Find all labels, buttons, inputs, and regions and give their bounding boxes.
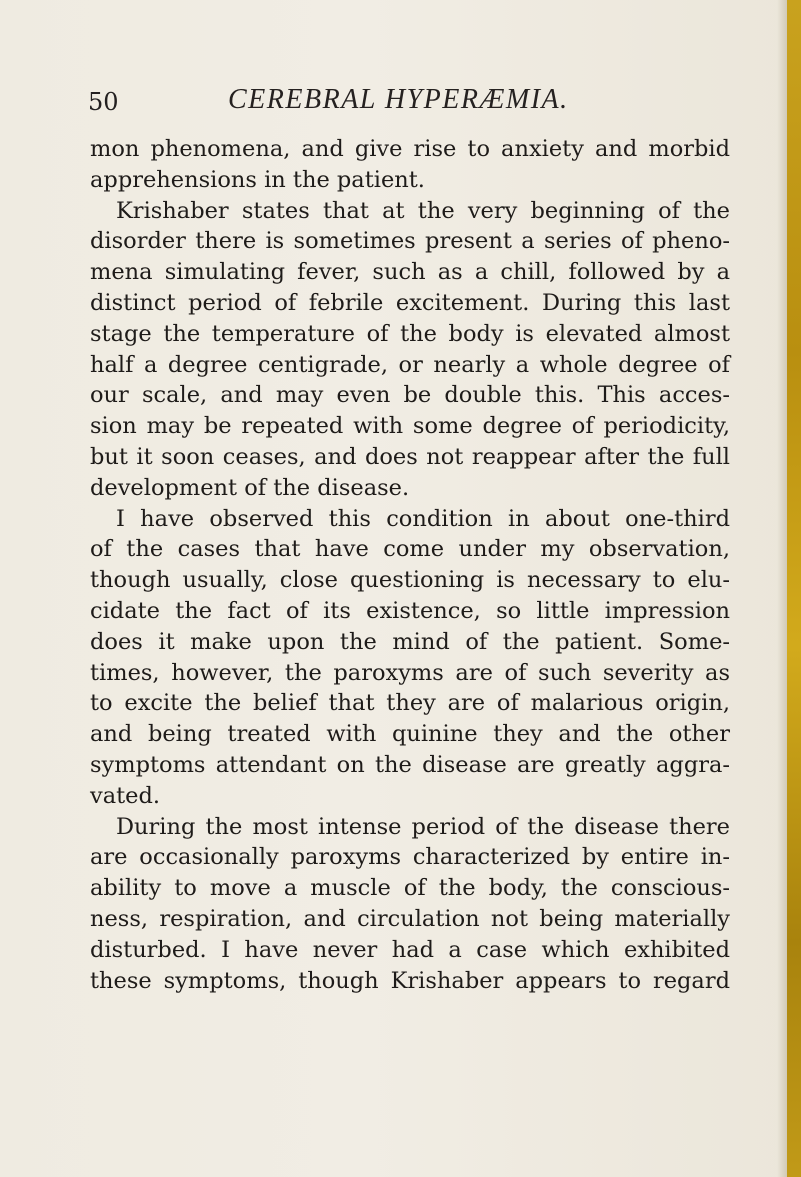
gilded-page-edge <box>787 0 801 1177</box>
text-line: these symptoms, though Krishaber appears to regard <box>90 967 730 994</box>
text-line: mena simulating fever, such as a chill, followed by a <box>90 259 730 286</box>
text-line: half a degree centigrade, or nearly a whole degree of <box>90 351 730 378</box>
paragraph-start-line: During the most intense period of the disease there <box>116 813 730 840</box>
text-line: times, however, the paroxyms are of such severity as <box>90 659 730 686</box>
text-line: ability to move a muscle of the body, the conscious- <box>90 875 730 902</box>
page-gutter-shadow <box>777 0 787 1177</box>
text-line: distinct period of febrile excitement. During this last <box>90 289 730 316</box>
text-line: stage the temperature of the body is elevated almost <box>90 320 730 347</box>
body-text <box>90 134 730 996</box>
text-line: apprehensions in the patient. <box>90 166 425 193</box>
text-line: disorder there is sometimes present a series of pheno- <box>90 228 730 255</box>
text-line: mon phenomena, and give rise to anxiety and morbid <box>90 136 730 162</box>
text-line: and being treated with quinine they and the other <box>90 721 730 748</box>
text-line: vated. <box>90 782 161 809</box>
page-header <box>88 84 728 124</box>
text-line: but it soon ceases, and does not reappear after the full <box>90 443 730 470</box>
page-number: 50 <box>88 88 119 116</box>
paragraph-start-line: Krishaber states that at the very beginning of the <box>116 197 730 224</box>
text-line: cidate the fact of its existence, so little impression <box>90 597 730 624</box>
text-line: does it make upon the mind of the patient. Some- <box>90 628 730 655</box>
text-line: though usually, close questioning is necessary to elu- <box>90 567 730 594</box>
text-line: disturbed. I have never had a case which exhibited <box>90 936 730 963</box>
paragraph-start-line: I have observed this condition in about one-third <box>116 505 730 532</box>
text-line: development of the disease. <box>90 474 410 501</box>
running-title: CEREBRAL HYPERÆMIA. <box>228 84 569 115</box>
text-line: sion may be repeated with some degree of periodicity, <box>90 413 730 440</box>
text-line: our scale, and may even be double this. This acces- <box>90 382 730 409</box>
text-line: are occasionally paroxyms characterized by entire in- <box>90 844 730 871</box>
text-line: symptoms attendant on the disease are greatly aggra- <box>90 751 730 778</box>
text-line: of the cases that have come under my observation, <box>90 536 730 563</box>
text-line: to excite the belief that they are of malarious origin, <box>90 690 730 717</box>
text-line: ness, respiration, and circulation not being materially <box>90 905 730 932</box>
